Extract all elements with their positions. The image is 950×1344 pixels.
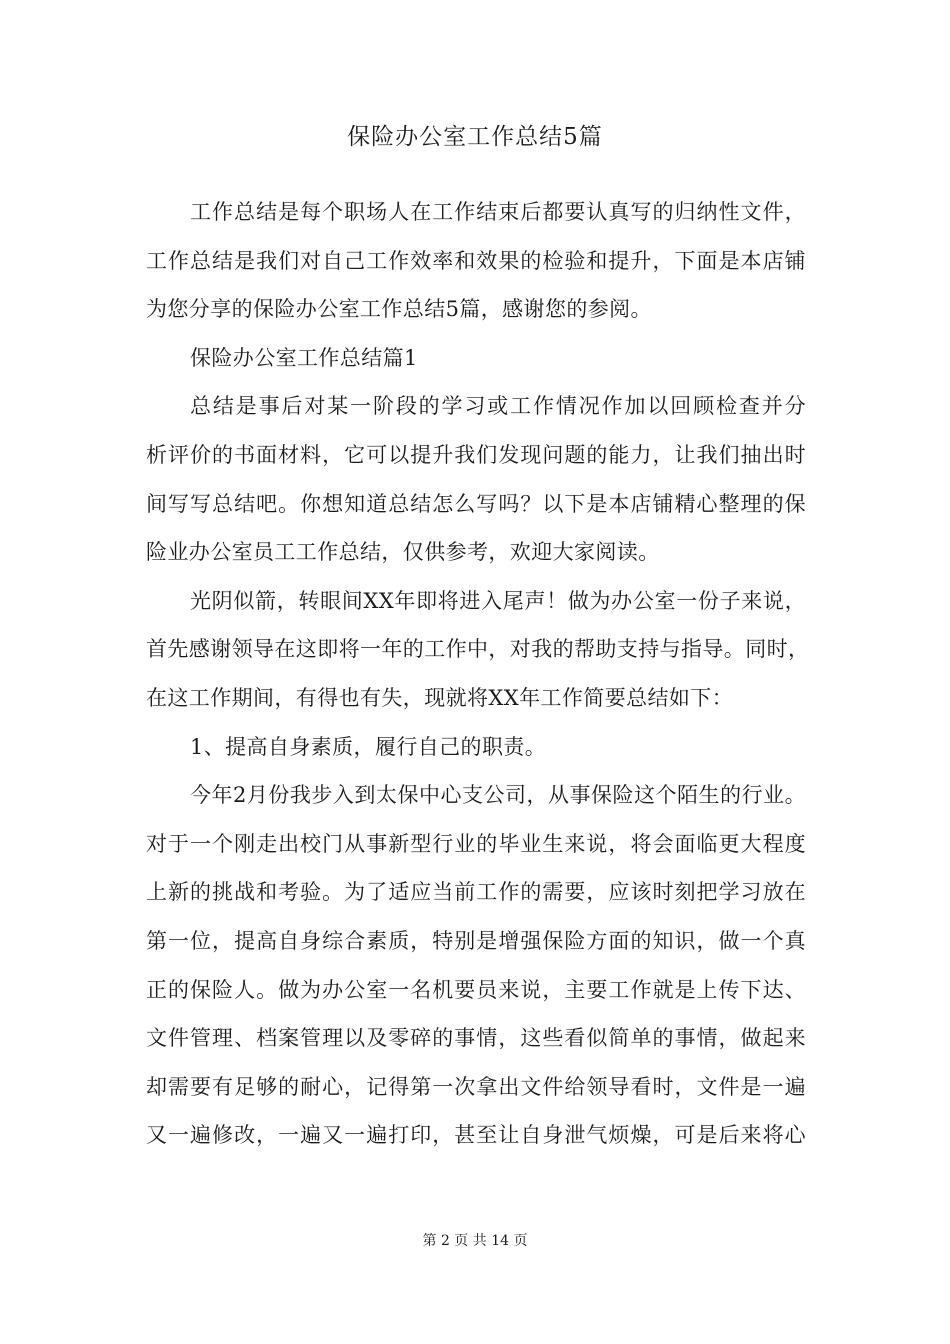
text-line: 险业办公室员工工作总结，仅供参考，欢迎大家阅读。 <box>146 540 660 565</box>
document-title: 保险办公室工作总结5篇 <box>347 124 603 150</box>
text-line: 首先感谢领导在这即将一年的工作中，对我的帮助支持与指导。同时， <box>146 637 810 662</box>
text-line: 文件管理、档案管理以及零碎的事情，这些看似简单的事情，做起来 <box>146 1026 806 1051</box>
text-line: 上新的挑战和考验。为了适应当前工作的需要，应该时刻把学习放在 <box>146 880 806 905</box>
text-line: 今年2月份我步入到太保中心支公司，从事保险这个陌生的行业。 <box>190 783 806 808</box>
page-footer: 第 2 页 共 14 页 <box>422 1233 528 1249</box>
text-line: 工作总结是每个职场人在工作结束后都要认真写的归纳性文件， <box>190 200 806 224</box>
text-line: 为您分享的保险办公室工作总结5篇，感谢您的参阅。 <box>146 297 652 322</box>
section-heading: 保险办公室工作总结篇1 <box>190 345 418 370</box>
text-line: 间写写总结吧。你想知道总结怎么写吗？以下是本店铺精心整理的保 <box>146 491 806 516</box>
text-line: 工作总结是我们对自己工作效率和效果的检验和提升，下面是本店铺 <box>146 248 806 273</box>
text-line: 析评价的书面材料，它可以提升我们发现问题的能力，让我们抽出时 <box>146 442 806 467</box>
text-line: 对于一个刚走出校门从事新型行业的毕业生来说，将会面临更大程度 <box>146 831 806 856</box>
text-line: 又一遍修改，一遍又一遍打印，甚至让自身泄气烦燥，可是后来将心 <box>146 1123 806 1148</box>
text-line: 正的保险人。做为办公室一名机要员来说，主要工作就是上传下达、 <box>146 977 806 1002</box>
text-line: 总结是事后对某一阶段的学习或工作情况作加以回顾检查并分 <box>190 394 806 419</box>
text-line: 却需要有足够的耐心，记得第一次拿出文件给领导看时，文件是一遍 <box>146 1074 806 1099</box>
text-line: 在这工作期间，有得也有失，现就将XX年工作简要总结如下： <box>146 685 734 710</box>
text-line: 光阴似箭，转眼间XX年即将进入尾声！做为办公室一份子来说， <box>190 588 806 613</box>
document-body <box>146 188 810 1160</box>
list-heading: 1、提高自身素质，履行自己的职责。 <box>190 734 547 759</box>
text-line: 第一位，提高自身综合素质，特别是增强保险方面的知识，做一个真 <box>146 928 806 953</box>
